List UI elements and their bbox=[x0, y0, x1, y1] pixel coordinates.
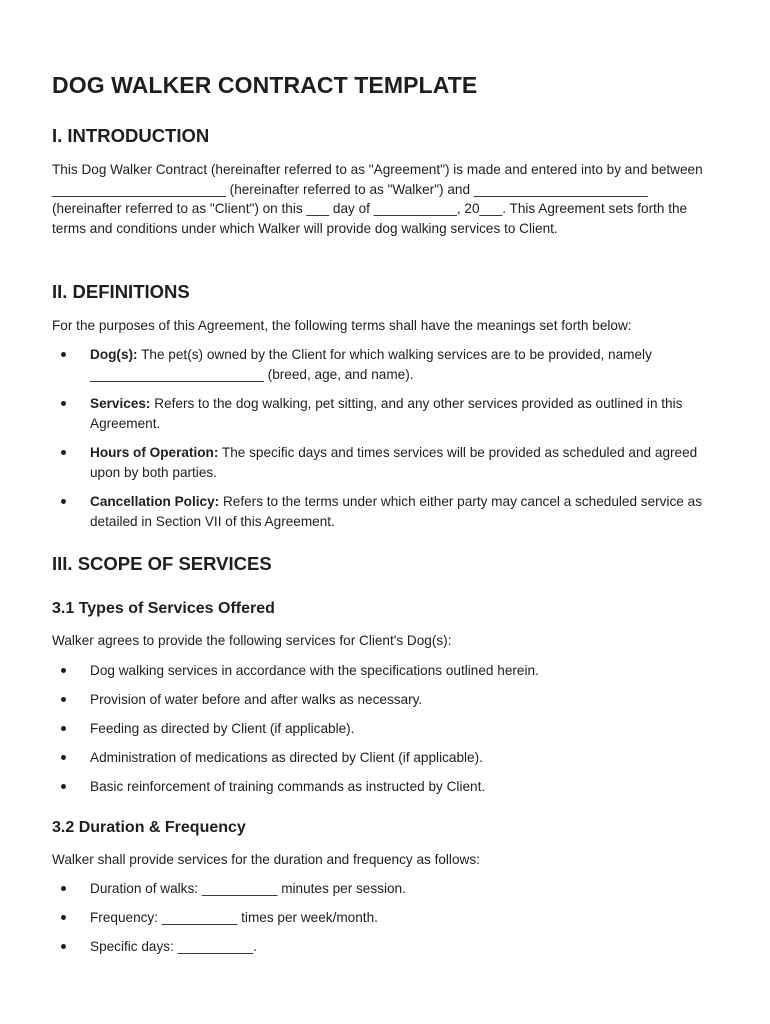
definition-text: Refers to the terms under which either party may cancel a scheduled service as detailed in Section VII of this Agreement. bbox=[90, 494, 702, 529]
definition-item-hours bbox=[52, 443, 722, 482]
definition-item-dogs bbox=[52, 345, 722, 384]
services-list bbox=[52, 661, 722, 806]
list-item bbox=[52, 937, 722, 957]
definition-term: Hours of Operation: bbox=[90, 445, 219, 460]
bullet-icon bbox=[61, 755, 66, 760]
service-text: Administration of medications as directed by Client (if applicable). bbox=[90, 750, 483, 765]
definition-text: The pet(s) owned by the Client for which walking services are to be provided, namely _______________________ (breed, age, and name). bbox=[90, 347, 652, 382]
duration-frequency-heading: 3.2 Duration & Frequency bbox=[52, 819, 246, 836]
types-of-services-intro: Walker agrees to provide the following services for Client's Dog(s): bbox=[52, 633, 452, 648]
introduction-paragraph: This Dog Walker Contract (hereinafter referred to as "Agreement") is made and entered into by and between _______________________ (hereinafter referred to as "Walker") and _______________________ (hereinafter referred to as "Client") on this ___ day of ___________, 20___. This Agreement sets forth the terms and conditions under which Walker will provide dog walking services to Client. bbox=[52, 162, 703, 236]
service-text: Basic reinforcement of training commands as instructed by Client. bbox=[90, 779, 486, 794]
duration-text: Frequency: __________ times per week/month. bbox=[90, 910, 378, 925]
list-item bbox=[52, 908, 722, 928]
duration-list bbox=[52, 879, 722, 966]
definition-item-cancellation bbox=[52, 492, 722, 531]
service-text: Dog walking services in accordance with the specifications outlined herein. bbox=[90, 663, 539, 678]
service-text: Feeding as directed by Client (if applicable). bbox=[90, 721, 355, 736]
list-item bbox=[52, 690, 722, 710]
definitions-intro: For the purposes of this Agreement, the following terms shall have the meanings set forth below: bbox=[52, 318, 632, 333]
definitions-heading: II. DEFINITIONS bbox=[52, 281, 190, 302]
bullet-icon bbox=[61, 784, 66, 789]
scope-heading: III. SCOPE OF SERVICES bbox=[52, 553, 272, 574]
list-item bbox=[52, 661, 722, 681]
duration-text: Specific days: __________. bbox=[90, 939, 258, 954]
list-item bbox=[52, 748, 722, 768]
definitions-list bbox=[52, 345, 722, 541]
bullet-icon bbox=[61, 401, 66, 406]
bullet-icon bbox=[61, 944, 66, 949]
list-item bbox=[52, 719, 722, 739]
definition-term: Services: bbox=[90, 396, 151, 411]
bullet-icon bbox=[61, 726, 66, 731]
document-title: DOG WALKER CONTRACT TEMPLATE bbox=[52, 72, 478, 98]
duration-text: Duration of walks: __________ minutes per session. bbox=[90, 881, 406, 896]
bullet-icon bbox=[61, 697, 66, 702]
bullet-icon bbox=[61, 352, 66, 357]
service-text: Provision of water before and after walks as necessary. bbox=[90, 692, 423, 707]
list-item bbox=[52, 879, 722, 899]
duration-frequency-intro: Walker shall provide services for the duration and frequency as follows: bbox=[52, 852, 480, 867]
bullet-icon bbox=[61, 915, 66, 920]
list-item bbox=[52, 777, 722, 797]
definition-text: The specific days and times services will be provided as scheduled and agreed upon by both parties. bbox=[90, 445, 698, 480]
definition-item-services bbox=[52, 394, 722, 433]
bullet-icon bbox=[61, 499, 66, 504]
definition-term: Cancellation Policy: bbox=[90, 494, 220, 509]
bullet-icon bbox=[61, 886, 66, 891]
definition-term: Dog(s): bbox=[90, 347, 138, 362]
bullet-icon bbox=[61, 668, 66, 673]
bullet-icon bbox=[61, 450, 66, 455]
introduction-heading: I. INTRODUCTION bbox=[52, 125, 210, 146]
definition-text: Refers to the dog walking, pet sitting, and any other services provided as outlined in this Agreement. bbox=[90, 396, 683, 431]
types-of-services-heading: 3.1 Types of Services Offered bbox=[52, 600, 275, 617]
